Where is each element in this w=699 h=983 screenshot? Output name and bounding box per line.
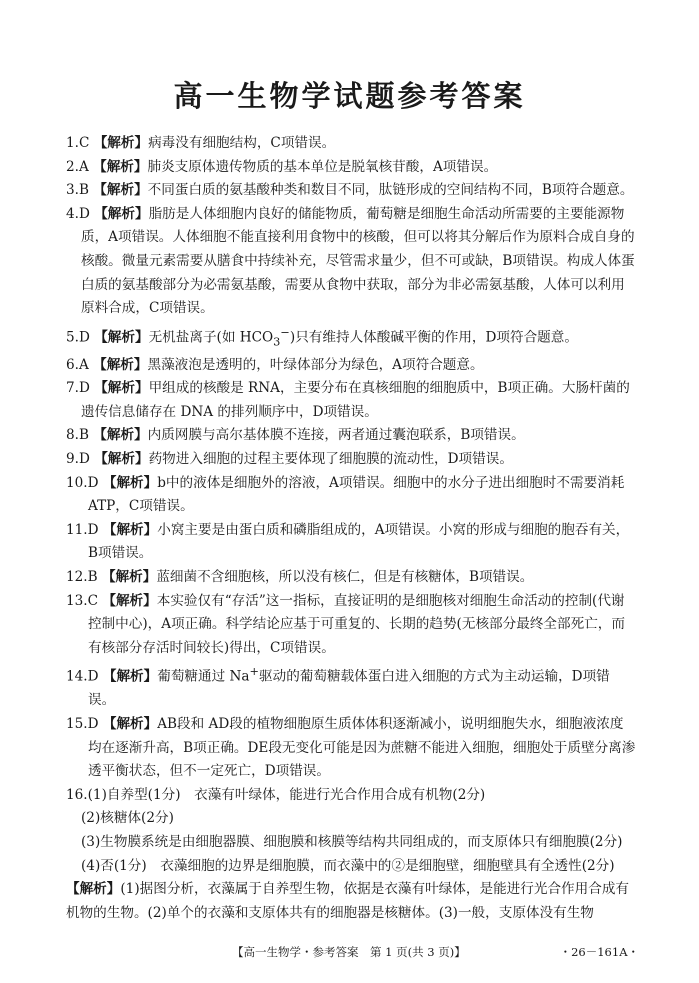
answer-number: 12.B bbox=[66, 568, 98, 585]
q16-line bbox=[66, 784, 636, 808]
analysis-text: (1)据图分析，衣藻属于自养型生物，依据是衣藻有叶绿体，是能进行光合作用合成有机物的生物。(2)单个的衣藻和支原体共有的细胞器是核糖体。(3)一般，支原体没有生物 bbox=[66, 881, 630, 921]
analysis-tag: 【解析】 bbox=[102, 474, 158, 491]
analysis-tag: 【解析】 bbox=[102, 716, 158, 733]
q16-line bbox=[66, 855, 636, 879]
answer-number: 14.D bbox=[66, 668, 99, 685]
analysis-tag: 【解析】 bbox=[94, 329, 149, 346]
answer-text: 驱动的葡萄糖载体蛋白进入细胞的方式为主动运输，D项错误。 bbox=[88, 668, 610, 709]
q16-line bbox=[66, 831, 636, 855]
answer-text: 内质网膜与高尔基体膜不连接，两者通过囊泡联系，B项错误。 bbox=[147, 427, 525, 444]
q16-text: (3)生物膜系统是由细胞器膜、细胞膜和核膜等结构共同组成的，而支原体只有细胞膜(2分) bbox=[81, 834, 623, 850]
answer-text: 葡萄糖通过 Na bbox=[157, 668, 250, 685]
analysis-tag: 【解析】 bbox=[66, 881, 121, 898]
answer-item bbox=[66, 424, 636, 448]
analysis-tag: 【解析】 bbox=[94, 380, 149, 397]
analysis-tag: 【解析】 bbox=[93, 135, 149, 151]
analysis-tag: 【解析】 bbox=[93, 182, 148, 199]
page-footer bbox=[0, 944, 699, 964]
footer-page-info: 【高一生物学・参考答案 第 1 页(共 3 页)】 bbox=[232, 945, 466, 959]
answer-item bbox=[66, 179, 636, 203]
answer-number: 5.D bbox=[66, 329, 90, 346]
answer-text: 无机盐离子(如 HCO bbox=[148, 329, 274, 346]
answer-number: 3.B bbox=[66, 182, 89, 199]
answer-item bbox=[66, 566, 636, 590]
q16-text: (2)核糖体(2分) bbox=[81, 810, 174, 827]
analysis-tag: 【解析】 bbox=[94, 450, 149, 467]
analysis-tag: 【解析】 bbox=[101, 568, 157, 585]
answer-item bbox=[66, 660, 636, 713]
answer-item bbox=[66, 132, 636, 156]
answer-number: 15.D bbox=[66, 716, 99, 733]
answer-item bbox=[66, 377, 636, 424]
answer-text: b中的液体是细胞外的溶液，A项错误。细胞中的水分子进出细胞时不需要消耗 ATP，C项错误。 bbox=[88, 474, 625, 515]
footer-doc-code: ・26－161A・ bbox=[559, 945, 639, 959]
answer-item bbox=[66, 156, 636, 180]
analysis-tag: 【解析】 bbox=[102, 592, 157, 609]
answer-text: 小窝主要是由蛋白质和磷脂组成的，A项错误。小窝的形成与细胞的胞吞有关，B项错误。 bbox=[88, 521, 630, 562]
answer-text: 本实验仅有“存活”这一指标，直接证明的是细胞核对细胞生命活动的控制(代谢控制中心)，A项正确。科学结论应基于可重复的、长期的趋势(无核部分最终全部死亡，而有核部分存活时间较长)得出，C项错误。 bbox=[88, 592, 625, 656]
answer-number: 16. bbox=[66, 786, 88, 803]
answer-number: 13.C bbox=[66, 592, 99, 609]
answer-text: 蓝细菌不含细胞核，所以没有核仁，但是有核糖体，B项错误。 bbox=[156, 568, 534, 585]
answer-text: 肺炎支原体遗传物质的基本单位是脱氧核苷酸，A项错误。 bbox=[147, 158, 498, 175]
answer-item bbox=[66, 713, 636, 784]
answer-item bbox=[66, 448, 636, 472]
q16-text: (1)自养型(1分) 衣藻有叶绿体，能进行光合作用合成有机物(2分) bbox=[87, 786, 486, 803]
answer-number: 4.D bbox=[66, 205, 90, 222]
ion-superscript: − bbox=[280, 324, 290, 339]
answer-number: 2.A bbox=[66, 158, 89, 175]
answer-item bbox=[66, 519, 636, 566]
answer-text: )只有维持人体酸碱平衡的作用，D项符合题意。 bbox=[289, 329, 578, 346]
answer-item bbox=[66, 590, 636, 661]
answer-number: 11.D bbox=[66, 521, 99, 538]
answer-number: 1.C bbox=[66, 135, 90, 151]
answer-text: 药物进入细胞的过程主要体现了细胞膜的流动性，D项错误。 bbox=[148, 450, 513, 467]
ion-subscript: 3 bbox=[273, 334, 281, 348]
answer-item bbox=[66, 472, 636, 519]
answer-number: 7.D bbox=[66, 380, 90, 397]
answer-number: 10.D bbox=[66, 474, 99, 491]
answer-text: 甲组成的核酸是 RNA，主要分布在真核细胞的细胞质中，B项正确。大肠杆菌的遗传信息储存在 DNA 的排列顺序中，D项错误。 bbox=[81, 380, 630, 420]
q16-text: (4)否(1分) 衣藻细胞的边界是细胞膜，而衣藻中的②是细胞壁，细胞壁具有全透性(2分) bbox=[81, 857, 615, 874]
analysis-tag: 【解析】 bbox=[94, 205, 149, 222]
answer-text: 脂肪是人体细胞内良好的储能物质，葡萄糖是细胞生命活动所需要的主要能源物质，A项错误。人体细胞不能直接利用食物中的核酸，但可以将其分解后作为原料合成自身的核酸。微量元素需要从膳食中持续补充，尽管需求量少，但不可或缺，B项错误。构成人体蛋白质的氨基酸部分为必需氨基酸，需要从食物中获取，部分为非必需氨基酸，人体可以利用原料合成，C项错误。 bbox=[81, 205, 635, 317]
analysis-tag: 【解析】 bbox=[93, 427, 148, 444]
answer-text: 不同蛋白质的氨基酸种类和数目不同，肽链形成的空间结构不同，B项符合题意。 bbox=[147, 182, 634, 199]
analysis-tag: 【解析】 bbox=[102, 668, 158, 685]
analysis-tag: 【解析】 bbox=[93, 356, 148, 373]
answer-number: 9.D bbox=[66, 450, 90, 467]
answer-text: AB段和 AD段的植物细胞原生质体体积逐渐减小，说明细胞失水，细胞液浓度均在逐渐升高，B项正确。DE段无变化可能是因为蔗糖不能进入细胞，细胞处于质壁分离渗透平衡状态，但不一定死亡，D项错误。 bbox=[88, 716, 636, 780]
q16-analysis bbox=[66, 878, 636, 925]
q16-line bbox=[66, 807, 636, 831]
ion-superscript: + bbox=[249, 664, 260, 679]
answer-list bbox=[66, 132, 636, 925]
page-title: 高一生物学试题参考答案 bbox=[173, 79, 526, 113]
answer-item bbox=[66, 203, 636, 321]
answer-text: 黑藻液泡是透明的，叶绿体部分为绿色，A项符合题意。 bbox=[147, 356, 484, 373]
answer-text: 病毒没有细胞结构，C项错误。 bbox=[148, 135, 336, 151]
answer-item bbox=[66, 321, 636, 354]
answer-number: 8.B bbox=[66, 427, 89, 444]
analysis-tag: 【解析】 bbox=[93, 158, 148, 175]
answer-item bbox=[66, 354, 636, 378]
analysis-tag: 【解析】 bbox=[102, 521, 158, 538]
answer-number: 6.A bbox=[66, 356, 89, 373]
